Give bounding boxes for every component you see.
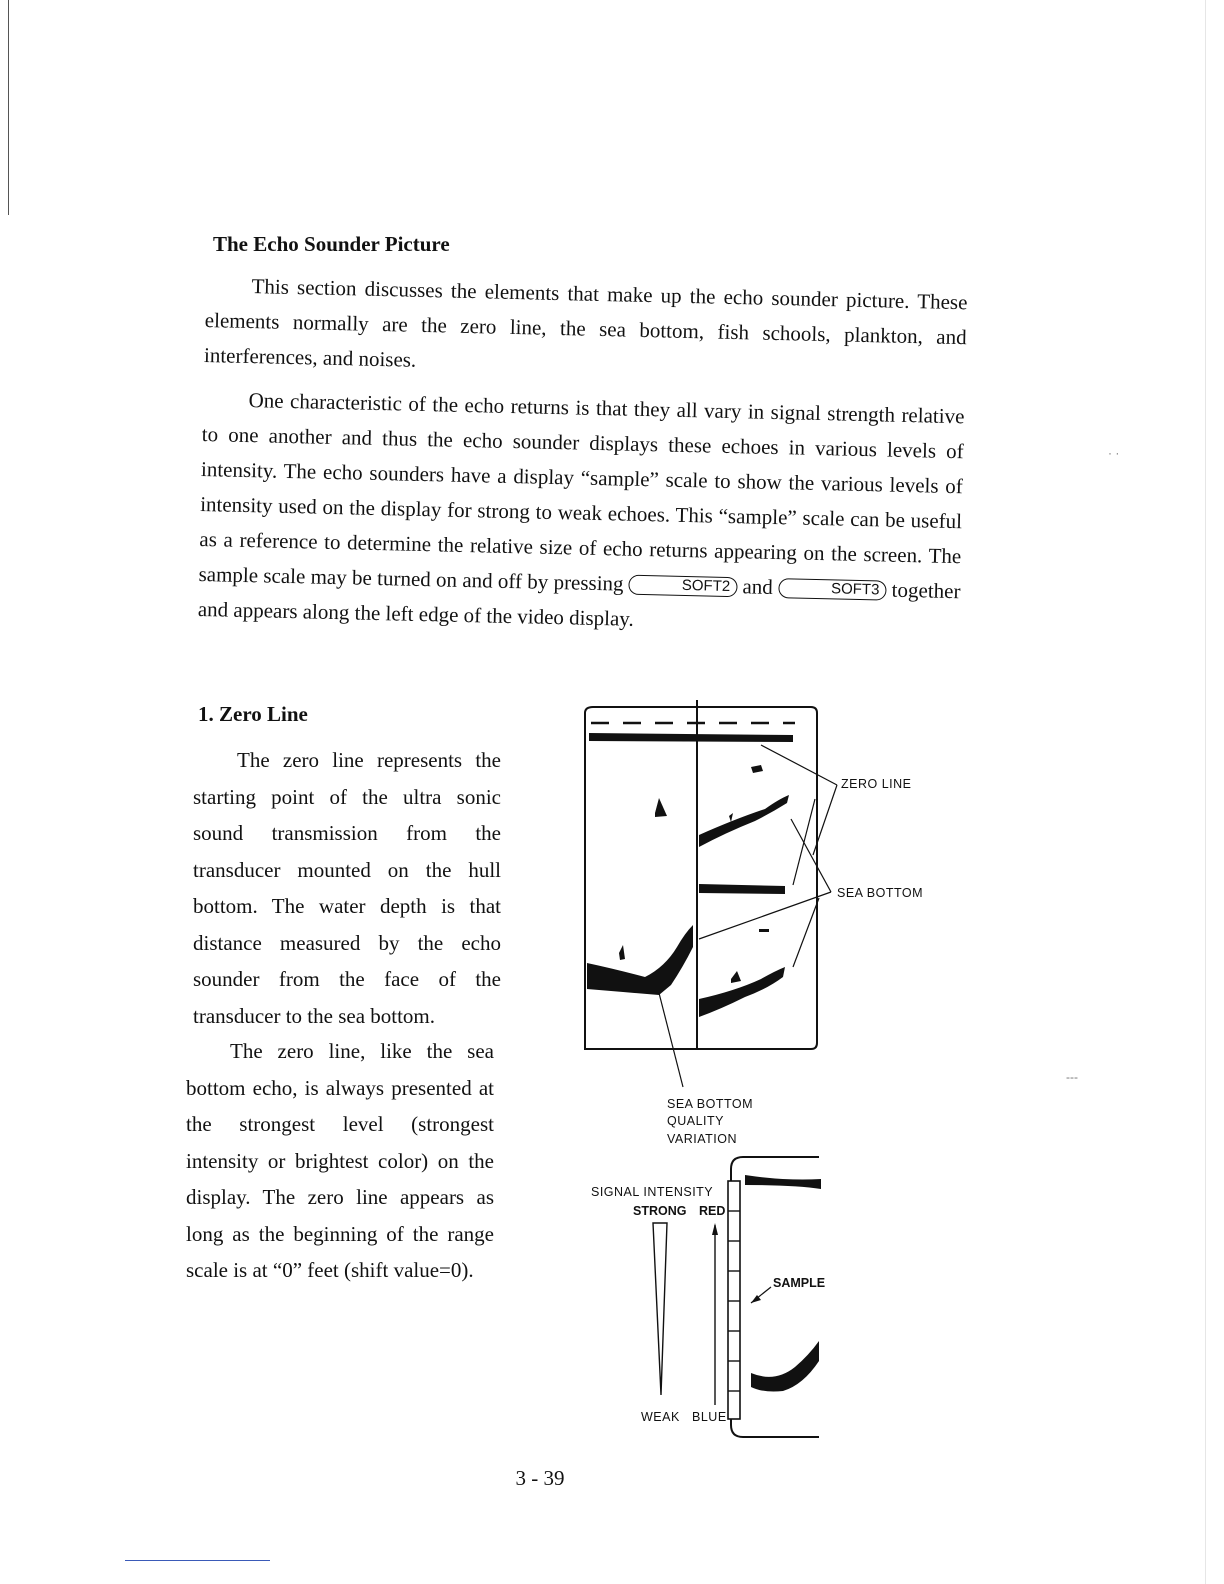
strong-label: STRONG xyxy=(633,1204,687,1218)
fish-echo xyxy=(729,813,733,822)
intro-paragraph: This section discusses the elements that make up the echo sounder picture. These elements normally are the zero line, the sea bottom, fish schools, plankton, and interferences, and noises. xyxy=(203,274,968,372)
zero-line-echo xyxy=(589,733,793,742)
weak-label: WEAK xyxy=(641,1410,680,1424)
sample-scale xyxy=(728,1181,740,1419)
arrow-up-icon xyxy=(712,1223,718,1235)
sea-bottom-echo xyxy=(699,795,789,847)
fish-echo xyxy=(759,929,769,932)
quality-label-line3: VARIATION xyxy=(667,1132,738,1146)
fish-echo xyxy=(731,971,741,983)
intensity-text-b: together and appears along the left edge of the video display. xyxy=(197,577,961,631)
intensity-text-a: One characteristic of the echo returns is that they all vary in signal strength relative to one another and thus the echo sounder displays these echoes in various levels of intensity. The echo sounders have a display “sample” scale to show the various levels of intensity used on the display for strong to weak echoes. This “sample” scale can be useful as a reference to determine the relative size of echo returns appearing on the screen. The sample scale may be turned on and off by pressing xyxy=(198,388,965,596)
display-frame xyxy=(585,707,817,1049)
soft2-key-icon: SOFT2 xyxy=(629,575,738,597)
sample-bottom-echo xyxy=(751,1341,819,1392)
zero-line-label: ZERO LINE xyxy=(841,777,912,791)
fish-echo xyxy=(619,945,625,960)
sample-display-frame xyxy=(731,1157,819,1437)
sample-label: SAMPLE xyxy=(773,1276,826,1290)
zero-line-paragraph-2: The zero line, like the sea bottom echo, is always presented at the strongest level (strongest intensity or brightest color) on the display. The zero line appears as long as the beginning of the range scale is at “0” feet (shift value=0). xyxy=(186,1039,494,1282)
sea-bottom-echo xyxy=(699,884,785,894)
blue-label: BLUE xyxy=(692,1410,727,1424)
quality-label-line2: QUALITY xyxy=(667,1114,724,1128)
zero-line-heading: 1. Zero Line xyxy=(198,702,308,726)
leader-line xyxy=(659,993,683,1087)
scan-bottom-rule xyxy=(125,1560,270,1561)
echo-sounder-figure xyxy=(575,695,965,1455)
scan-edge-left xyxy=(8,0,9,215)
sea-bottom-label: SEA BOTTOM xyxy=(837,886,924,900)
scan-speck: · · xyxy=(1108,446,1120,460)
intensity-paragraph xyxy=(197,382,964,644)
and-text: and xyxy=(742,574,774,599)
zero-line-paragraph-1: The zero line represents the starting point of the ultra sonic sound transmission from the transducer mounted on the hull bottom. The water depth is that distance measured by the echo sounder from the face of the transducer to the sea bottom. xyxy=(193,748,501,1028)
leader-line xyxy=(793,799,815,885)
leader-line xyxy=(761,745,837,785)
sea-bottom-echo xyxy=(699,967,785,1017)
scan-speck: --- xyxy=(1066,1070,1078,1084)
sample-zero-line-echo xyxy=(745,1175,821,1189)
red-label: RED xyxy=(699,1204,726,1218)
soft3-key-icon: SOFT3 xyxy=(778,578,887,600)
leader-line xyxy=(791,819,831,892)
leader-line xyxy=(793,898,819,967)
sea-bottom-echo xyxy=(587,925,693,995)
echo-display-diagram xyxy=(575,695,965,1455)
quality-label-line1: SEA BOTTOM xyxy=(667,1097,754,1111)
fish-echo xyxy=(751,765,763,773)
page-number: 3 - 39 xyxy=(515,1466,565,1490)
intensity-wedge xyxy=(653,1223,667,1395)
fish-echo xyxy=(655,798,667,817)
scan-edge-right xyxy=(1205,0,1206,1584)
signal-intensity-label: SIGNAL INTENSITY xyxy=(591,1185,714,1199)
section-title: The Echo Sounder Picture xyxy=(213,232,450,256)
